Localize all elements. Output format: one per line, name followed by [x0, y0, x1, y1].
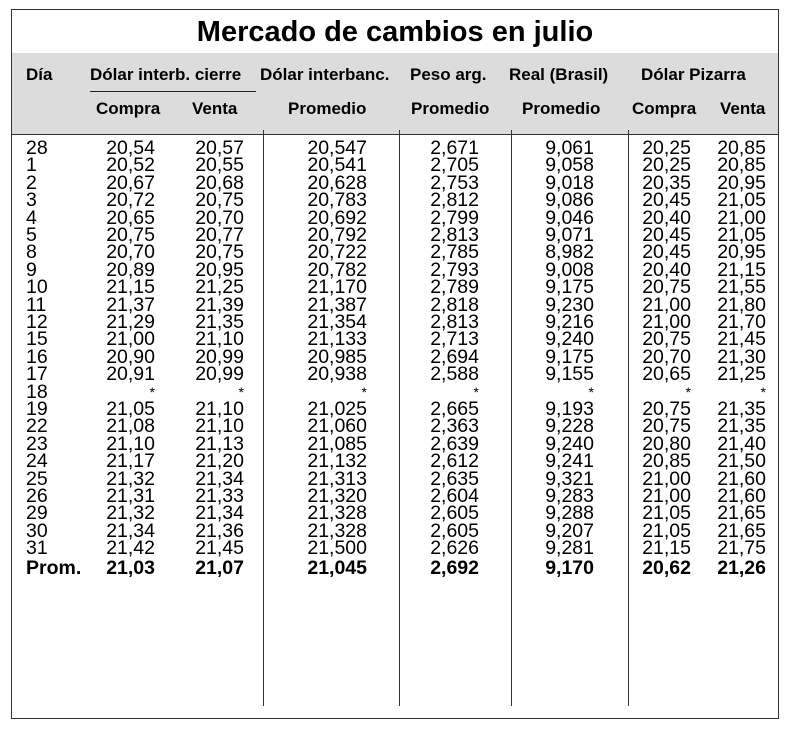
cell-pizarra-venta: 21,40: [717, 432, 766, 455]
cell-venta: 20,99: [195, 363, 244, 386]
cell-dia: 8: [26, 241, 37, 264]
cell-promedio: 21,060: [307, 415, 367, 438]
cell-real: 9,155: [545, 363, 594, 386]
header-venta: Venta: [192, 99, 238, 118]
cell-promedio: 20,722: [307, 241, 367, 264]
cell-real: 9,283: [545, 485, 594, 507]
cell-peso-arg: 2,635: [430, 467, 479, 490]
cell-compra: 20,67: [106, 171, 155, 194]
cell-venta: 20,95: [195, 258, 244, 281]
cell-pizarra-venta: 20,85: [717, 154, 766, 177]
cell-dia: 2: [26, 171, 37, 194]
cell-pizarra-compra: 20,75: [642, 328, 691, 351]
header-pizarra: Dólar Pizarra: [641, 65, 746, 84]
cell-venta: 21,10: [195, 398, 244, 420]
cell-dia: Prom.: [26, 556, 82, 579]
cell-venta: 21,10: [195, 328, 244, 351]
cell-compra: 21,05: [106, 398, 155, 420]
cell-promedio: 20,792: [307, 224, 367, 246]
cell-pizarra-venta: 21,45: [717, 328, 766, 351]
cell-pizarra-venta: 21,55: [717, 276, 766, 299]
cell-compra: 21,32: [106, 502, 155, 525]
header-interb-cierre: Dólar interb. cierre: [90, 65, 242, 84]
cell-peso-arg: 2,588: [430, 363, 479, 386]
cell-dia: 15: [26, 328, 48, 351]
cell-pizarra-venta: 21,05: [717, 224, 766, 246]
cell-pizarra-venta: 20,85: [717, 137, 766, 159]
cell-pizarra-venta: 21,65: [717, 519, 766, 542]
cell-pizarra-venta: 21,70: [717, 311, 766, 333]
header-compra: Compra: [96, 99, 161, 118]
average-row: [12, 556, 778, 579]
cell-pizarra-compra: 20,65: [642, 363, 691, 386]
cell-venta: 21,36: [195, 519, 244, 542]
cell-pizarra-venta: 21,50: [717, 450, 766, 473]
cell-pizarra-compra: 20,62: [642, 556, 691, 579]
cell-peso-arg: 2,363: [430, 415, 479, 438]
cell-compra: 20,89: [106, 258, 155, 281]
cell-promedio: 20,938: [307, 363, 367, 386]
cell-compra: 21,10: [106, 432, 155, 455]
cell-promedio: 21,500: [307, 537, 367, 560]
cell-venta: 21,20: [195, 450, 244, 473]
cell-real: 9,175: [545, 276, 594, 299]
cell-peso-arg: 2,694: [430, 345, 479, 368]
cell-peso-arg: 2,785: [430, 241, 479, 264]
cell-venta: 20,68: [195, 171, 244, 194]
cell-real: 9,058: [545, 154, 594, 177]
cell-dia: 3: [26, 189, 37, 212]
cell-promedio: 21,354: [307, 311, 367, 333]
cell-pizarra-compra: 20,35: [642, 171, 691, 194]
cell-pizarra-compra: *: [685, 383, 691, 400]
cell-dia: 1: [26, 154, 37, 177]
cell-pizarra-venta: 21,60: [717, 485, 766, 507]
cell-dia: 9: [26, 258, 37, 281]
cell-venta: 20,99: [195, 345, 244, 368]
cell-pizarra-venta: 21,05: [717, 189, 766, 212]
table-row: [12, 537, 778, 560]
cell-pizarra-compra: 20,25: [642, 154, 691, 177]
cell-dia: 25: [26, 467, 48, 490]
cell-pizarra-venta: *: [760, 383, 766, 400]
cell-compra: 21,32: [106, 467, 155, 490]
cell-pizarra-compra: 21,05: [642, 502, 691, 525]
cell-pizarra-compra: 20,75: [642, 398, 691, 420]
cell-peso-arg: 2,813: [430, 311, 479, 333]
cell-pizarra-compra: 20,75: [642, 415, 691, 438]
cell-compra: 21,29: [106, 311, 155, 333]
cell-real: 9,170: [545, 556, 594, 579]
cell-real: 9,240: [545, 328, 594, 351]
cell-pizarra-compra: 21,00: [642, 485, 691, 507]
cell-promedio: 20,692: [307, 206, 367, 229]
header-venta: Venta: [720, 99, 766, 118]
cell-dia: 19: [26, 398, 48, 420]
cell-pizarra-compra: 20,75: [642, 276, 691, 299]
exchange-table: [11, 9, 779, 719]
cell-compra: 20,65: [106, 206, 155, 229]
cell-compra: 21,37: [106, 293, 155, 316]
cell-dia: 24: [26, 450, 48, 473]
cell-pizarra-compra: 20,45: [642, 241, 691, 264]
cell-dia: 12: [26, 311, 48, 333]
cell-venta: 21,35: [195, 311, 244, 333]
cell-peso-arg: *: [473, 383, 479, 400]
cell-pizarra-venta: 21,25: [717, 363, 766, 386]
cell-promedio: 21,025: [307, 398, 367, 420]
cell-compra: 20,91: [106, 363, 155, 386]
cell-promedio: 21,133: [307, 328, 367, 351]
cell-promedio: 21,313: [307, 467, 367, 490]
cell-pizarra-venta: 21,65: [717, 502, 766, 525]
cell-real: 8,982: [545, 241, 594, 264]
cell-dia: 22: [26, 415, 48, 438]
cell-pizarra-compra: 21,00: [642, 293, 691, 316]
cell-dia: 10: [26, 276, 48, 299]
cell-pizarra-venta: 21,35: [717, 415, 766, 438]
cell-pizarra-venta: 21,30: [717, 345, 766, 368]
cell-pizarra-compra: 20,45: [642, 189, 691, 212]
cell-promedio: 20,783: [307, 189, 367, 212]
cell-pizarra-venta: 21,60: [717, 467, 766, 490]
cell-dia: 4: [26, 206, 37, 229]
cell-dia: 17: [26, 363, 48, 386]
cell-compra: 21,00: [106, 328, 155, 351]
cell-promedio: 20,541: [307, 154, 367, 177]
cell-compra: 21,31: [106, 485, 155, 507]
cell-pizarra-compra: 20,85: [642, 450, 691, 473]
cell-dia: 26: [26, 485, 48, 507]
cell-real: 9,207: [545, 519, 594, 542]
cell-real: 9,281: [545, 537, 594, 560]
cell-peso-arg: 2,793: [430, 258, 479, 281]
cell-peso-arg: 2,639: [430, 432, 479, 455]
cell-pizarra-compra: 20,25: [642, 137, 691, 159]
cell-compra: *: [149, 383, 155, 400]
cell-peso-arg: 2,713: [430, 328, 479, 351]
cell-pizarra-compra: 21,00: [642, 311, 691, 333]
cell-pizarra-venta: 20,95: [717, 171, 766, 194]
cell-real: 9,241: [545, 450, 594, 473]
cell-promedio: 20,547: [307, 137, 367, 159]
cell-peso-arg: 2,605: [430, 519, 479, 542]
cell-venta: 21,13: [195, 432, 244, 455]
cell-compra: 20,72: [106, 189, 155, 212]
cell-peso-arg: 2,671: [430, 137, 479, 159]
cell-venta: 21,07: [195, 556, 244, 579]
cell-compra: 20,90: [106, 345, 155, 368]
cell-compra: 20,70: [106, 241, 155, 264]
cell-dia: 28: [26, 137, 48, 159]
cell-pizarra-compra: 20,70: [642, 345, 691, 368]
cell-real: 9,175: [545, 345, 594, 368]
cell-real: 9,061: [545, 137, 594, 159]
cell-peso-arg: 2,612: [430, 450, 479, 473]
cell-dia: 31: [26, 537, 48, 560]
header-peso-arg: Peso arg.: [410, 65, 487, 84]
cell-venta: 20,70: [195, 206, 244, 229]
cell-peso-arg: 2,812: [430, 189, 479, 212]
cell-compra: 21,17: [106, 450, 155, 473]
cell-peso-arg: 2,753: [430, 171, 479, 194]
cell-compra: 21,15: [106, 276, 155, 299]
header-promedio: Promedio: [288, 99, 367, 118]
cell-peso-arg: 2,705: [430, 154, 479, 177]
cell-real: 9,321: [545, 467, 594, 490]
cell-venta: 21,25: [195, 276, 244, 299]
cell-pizarra-venta: 21,80: [717, 293, 766, 316]
cell-real: 9,288: [545, 502, 594, 525]
table-row: [12, 363, 778, 386]
cell-compra: 21,08: [106, 415, 155, 438]
cell-real: *: [588, 383, 594, 400]
cell-compra: 21,03: [106, 556, 155, 579]
cell-real: 9,193: [545, 398, 594, 420]
cell-real: 9,240: [545, 432, 594, 455]
cell-dia: 16: [26, 345, 48, 368]
cell-compra: 20,52: [106, 154, 155, 177]
cell-peso-arg: 2,665: [430, 398, 479, 420]
cell-dia: 5: [26, 224, 37, 246]
cell-promedio: 21,328: [307, 502, 367, 525]
cell-dia: 11: [26, 293, 47, 316]
cell-venta: 20,75: [195, 241, 244, 264]
header-promedio: Promedio: [411, 99, 490, 118]
cell-pizarra-compra: 20,80: [642, 432, 691, 455]
cell-promedio: 21,132: [307, 450, 367, 473]
cell-pizarra-compra: 21,05: [642, 519, 691, 542]
cell-dia: 30: [26, 519, 48, 542]
table-title: Mercado de cambios en julio: [12, 10, 778, 54]
cell-promedio: *: [361, 383, 367, 400]
header-underline: [90, 91, 256, 92]
cell-promedio: 21,085: [307, 432, 367, 455]
cell-venta: 20,77: [195, 224, 244, 246]
cell-peso-arg: 2,799: [430, 206, 479, 229]
cell-pizarra-compra: 20,40: [642, 258, 691, 281]
cell-pizarra-compra: 20,45: [642, 224, 691, 246]
cell-dia: 23: [26, 432, 48, 455]
cell-dia: 18: [26, 380, 48, 403]
cell-pizarra-compra: 21,00: [642, 467, 691, 490]
cell-compra: 20,54: [106, 137, 155, 159]
cell-pizarra-venta: 21,15: [717, 258, 766, 281]
cell-venta: 20,75: [195, 189, 244, 212]
cell-pizarra-venta: 20,95: [717, 241, 766, 264]
cell-venta: 21,45: [195, 537, 244, 560]
cell-peso-arg: 2,626: [430, 537, 479, 560]
header-promedio: Promedio: [522, 99, 601, 118]
cell-pizarra-compra: 21,15: [642, 537, 691, 560]
cell-peso-arg: 2,692: [430, 556, 479, 579]
cell-pizarra-venta: 21,00: [717, 206, 766, 229]
cell-real: 9,046: [545, 206, 594, 229]
cell-real: 9,018: [545, 171, 594, 194]
cell-real: 9,228: [545, 415, 594, 438]
cell-promedio: 21,170: [307, 276, 367, 299]
cell-venta: 20,55: [195, 154, 244, 177]
cell-pizarra-venta: 21,26: [717, 556, 766, 579]
cell-compra: 21,34: [106, 519, 155, 542]
cell-venta: 21,10: [195, 415, 244, 438]
cell-compra: 21,42: [106, 537, 155, 560]
cell-venta: 21,34: [195, 467, 244, 490]
header-interbanc: Dólar interbanc.: [260, 65, 390, 84]
cell-pizarra-venta: 21,75: [717, 537, 766, 560]
cell-peso-arg: 2,818: [430, 293, 479, 316]
header-dia: Día: [26, 65, 53, 84]
cell-promedio: 21,320: [307, 485, 367, 507]
cell-peso-arg: 2,789: [430, 276, 479, 299]
cell-compra: 20,75: [106, 224, 155, 246]
header-compra: Compra: [632, 99, 697, 118]
cell-real: 9,216: [545, 311, 594, 333]
cell-real: 9,230: [545, 293, 594, 316]
cell-venta: 20,57: [195, 137, 244, 159]
cell-promedio: 20,782: [307, 258, 367, 281]
cell-pizarra-compra: 20,40: [642, 206, 691, 229]
cell-pizarra-venta: 21,35: [717, 398, 766, 420]
cell-real: 9,086: [545, 189, 594, 212]
table-header: [12, 53, 778, 135]
cell-promedio: 21,387: [307, 293, 367, 316]
header-real: Real (Brasil): [509, 65, 609, 84]
cell-promedio: 20,628: [307, 171, 367, 194]
cell-venta: 21,39: [195, 293, 244, 316]
cell-real: 9,008: [545, 258, 594, 281]
cell-venta: 21,34: [195, 502, 244, 525]
cell-dia: 29: [26, 502, 48, 525]
cell-promedio: 20,985: [307, 345, 367, 368]
cell-peso-arg: 2,604: [430, 485, 479, 507]
cell-peso-arg: 2,605: [430, 502, 479, 525]
cell-promedio: 21,045: [307, 556, 367, 579]
cell-peso-arg: 2,813: [430, 224, 479, 246]
cell-promedio: 21,328: [307, 519, 367, 542]
cell-venta: *: [238, 383, 244, 400]
cell-real: 9,071: [545, 224, 594, 246]
cell-venta: 21,33: [195, 485, 244, 507]
